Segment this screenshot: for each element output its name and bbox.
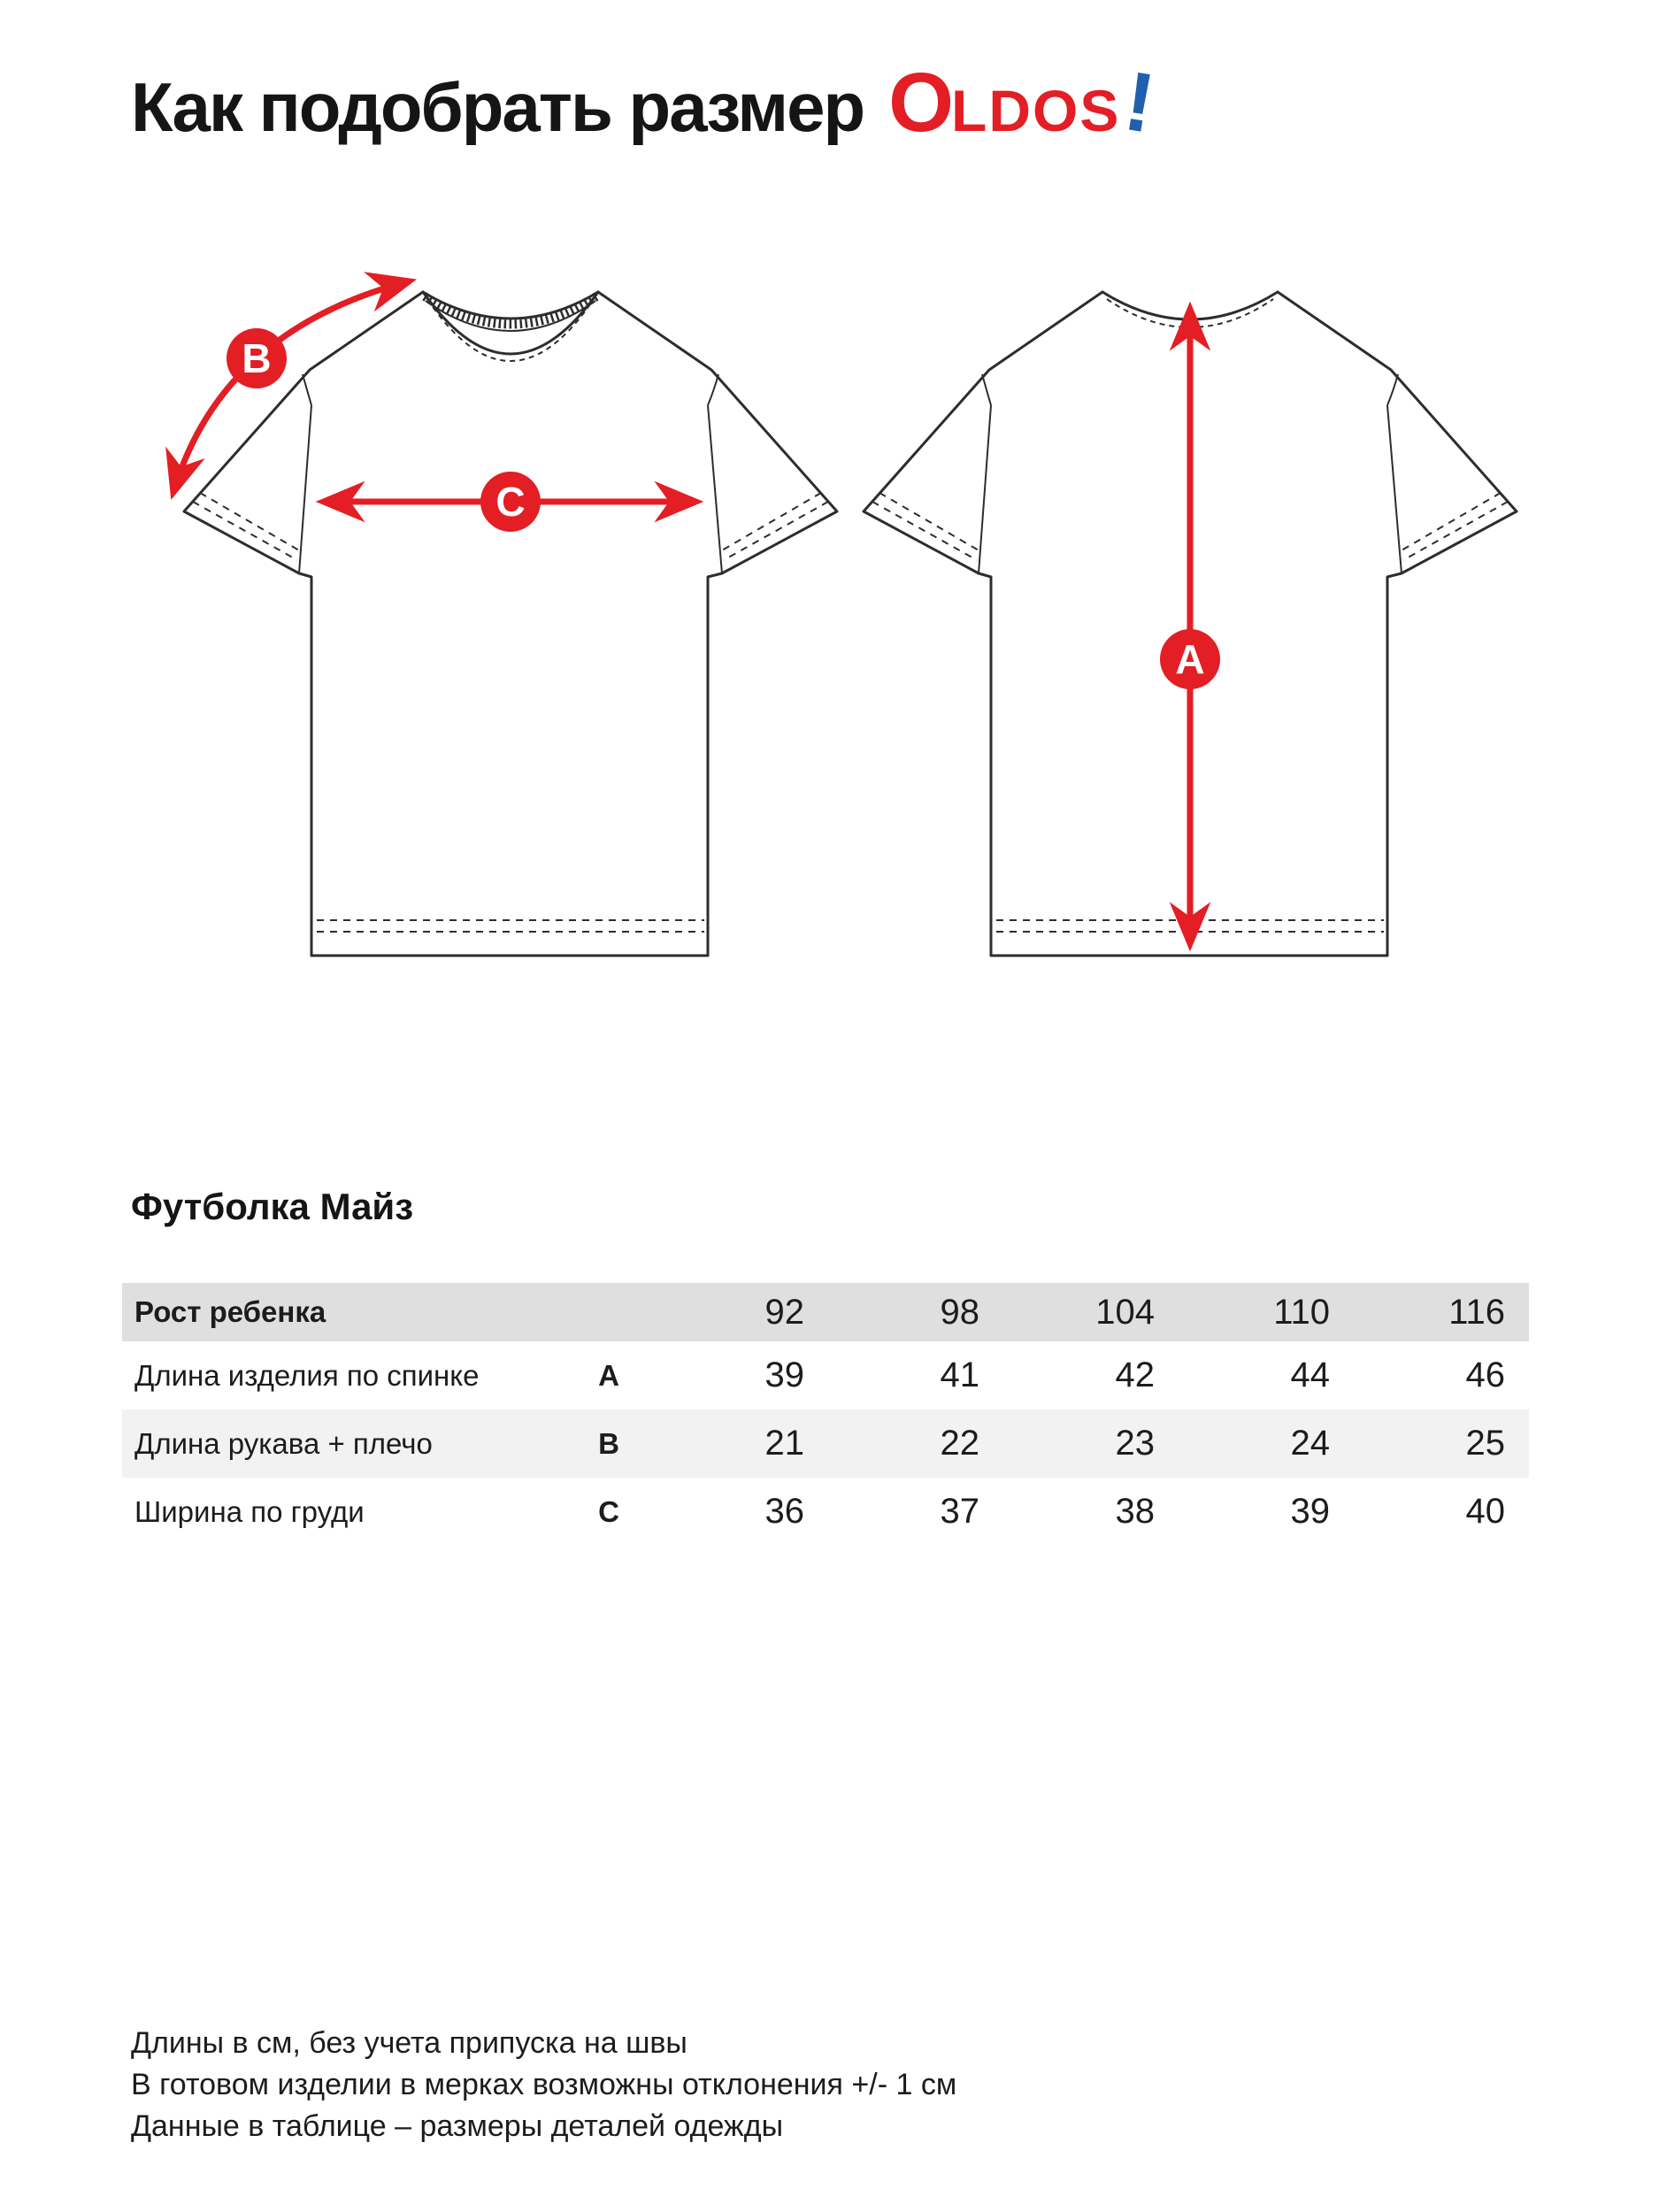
measure-letter-b: B xyxy=(242,335,272,381)
header xyxy=(131,54,1162,151)
size-value: 37 xyxy=(940,1492,979,1531)
size-value: 39 xyxy=(1290,1492,1330,1531)
size-value: 25 xyxy=(1465,1424,1505,1463)
size-value: 40 xyxy=(1465,1492,1505,1531)
brand-logo xyxy=(888,54,1162,151)
measure-letter-c: C xyxy=(495,479,526,525)
measure-letter-cell: B xyxy=(598,1426,619,1460)
table-row-chest xyxy=(122,1478,1529,1546)
table-row-heights xyxy=(122,1283,1529,1341)
brand-logo-ldos: LDOS xyxy=(951,78,1121,143)
height-value: 110 xyxy=(1273,1292,1330,1332)
measure-letter-cell: A xyxy=(598,1358,619,1392)
note-line: Данные в таблице – размеры деталей одежды xyxy=(131,2109,784,2143)
footer-notes xyxy=(131,2023,956,2147)
height-value: 116 xyxy=(1448,1292,1505,1332)
table-row-back-length xyxy=(122,1341,1529,1409)
row-label: Ширина по груди xyxy=(134,1494,365,1528)
size-table xyxy=(122,1283,1529,1546)
tshirt-measurement-diagram xyxy=(0,212,1659,1026)
size-value: 41 xyxy=(940,1356,979,1394)
size-value: 24 xyxy=(1290,1424,1330,1463)
size-value: 44 xyxy=(1290,1356,1330,1394)
brand-logo-exclamation: ! xyxy=(1118,54,1162,151)
size-value: 46 xyxy=(1465,1356,1505,1394)
size-value: 42 xyxy=(1115,1356,1155,1394)
table-row-sleeve xyxy=(122,1409,1529,1478)
product-name: Футболка Майз xyxy=(131,1186,414,1227)
size-value: 38 xyxy=(1115,1492,1155,1531)
page-title: Как подобрать размер xyxy=(131,68,864,146)
measure-letter-cell xyxy=(565,1283,653,1341)
size-value: 23 xyxy=(1115,1424,1155,1463)
size-value: 36 xyxy=(764,1492,804,1531)
table-header-label: Рост ребенка xyxy=(134,1295,326,1328)
note-line: В готовом изделии в мерках возможны отклонения +/- 1 см xyxy=(131,2068,957,2101)
measure-letter-cell: C xyxy=(598,1494,619,1528)
size-value: 21 xyxy=(764,1424,804,1463)
brand-logo-o: O xyxy=(888,56,951,150)
front-shirt-drawing xyxy=(184,292,837,956)
height-value: 98 xyxy=(940,1292,979,1332)
size-value: 22 xyxy=(940,1424,979,1463)
note-line: Длины в см, без учета припуска на швы xyxy=(131,2026,687,2060)
row-label: Длина изделия по спинке xyxy=(134,1358,480,1392)
height-value: 92 xyxy=(764,1292,804,1332)
height-value: 104 xyxy=(1095,1292,1155,1332)
size-value: 39 xyxy=(764,1356,804,1394)
measure-letter-a: A xyxy=(1175,636,1205,682)
collar-rib-band xyxy=(425,296,596,325)
row-label: Длина рукава + плечо xyxy=(134,1426,433,1460)
